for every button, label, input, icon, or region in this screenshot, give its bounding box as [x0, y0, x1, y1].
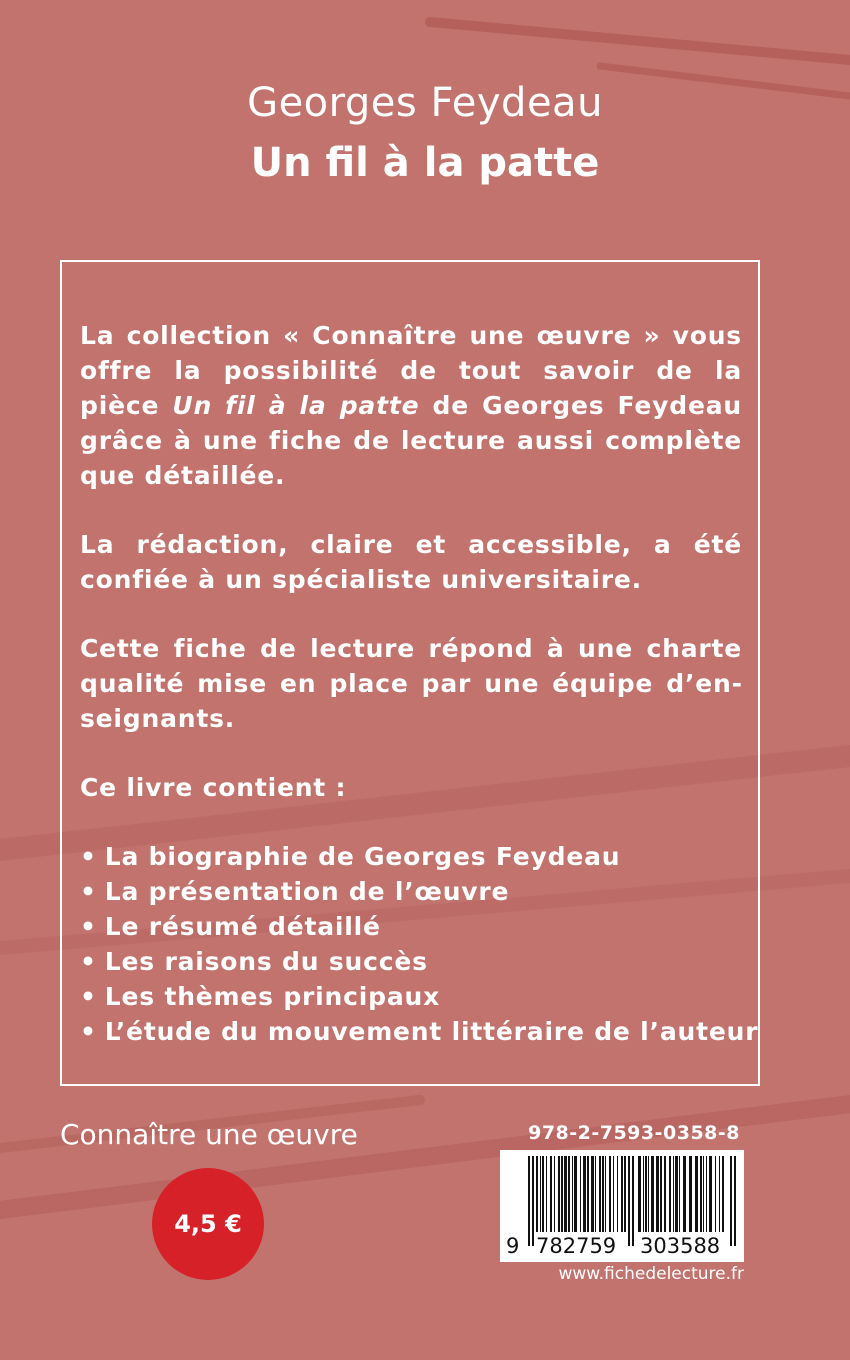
barcode-bar	[651, 1156, 654, 1232]
barcode-bar	[528, 1156, 530, 1246]
barcode-bar	[605, 1156, 606, 1232]
barcode-bar	[550, 1156, 552, 1232]
contents-list	[80, 839, 759, 1049]
barcode-bar	[669, 1156, 671, 1232]
barcode-bar	[645, 1156, 647, 1232]
barcode-bar	[709, 1156, 712, 1232]
barcode-bar	[660, 1156, 662, 1232]
barcode-bar	[621, 1156, 623, 1232]
summary-paragraph-writing: La rédaction, claire et accessible, a été confiée à un spécialiste universitaire.	[80, 530, 742, 594]
list-item	[80, 1014, 759, 1049]
barcode-bar	[624, 1156, 626, 1232]
barcode	[500, 1150, 744, 1262]
collection-name: Connaître une œuvre	[60, 1118, 358, 1151]
summary-text	[80, 318, 759, 1049]
barcode-bar	[719, 1156, 720, 1232]
barcode-digit-first: 9	[506, 1234, 520, 1258]
barcode-bar	[734, 1156, 736, 1246]
price-label: 4,5 €	[174, 1210, 242, 1238]
isbn-number: 978-2-7593-0358-8	[528, 1122, 740, 1144]
barcode-bar	[632, 1156, 634, 1246]
list-item	[80, 839, 742, 874]
book-title: Un fil à la patte	[250, 140, 600, 186]
summary-text-part: La collection « Connaître une œuvre » vous offre la possibilité de tout savoir de la pièce	[80, 321, 742, 420]
bullet-icon: •	[80, 1017, 97, 1046]
contents-heading: Ce livre contient :	[80, 773, 347, 802]
barcode-bar	[679, 1156, 680, 1232]
list-item-label: Le résumé détaillé	[104, 912, 381, 941]
barcode-bar	[722, 1156, 724, 1232]
barcode-bar	[554, 1156, 555, 1232]
list-item	[80, 909, 742, 944]
barcode-bar	[648, 1156, 649, 1232]
barcode-bar	[558, 1156, 560, 1232]
list-item	[80, 874, 742, 909]
barcode-digits	[500, 1234, 744, 1262]
barcode-bar	[656, 1156, 659, 1232]
barcode-digits-left: 782759	[536, 1234, 617, 1258]
barcode-bar	[580, 1156, 581, 1232]
barcode-bar	[695, 1156, 698, 1232]
bullet-icon: •	[80, 947, 97, 976]
barcode-bar	[643, 1156, 644, 1232]
barcode-bar	[628, 1156, 630, 1246]
barcode-bar	[574, 1156, 577, 1232]
barcode-bar	[587, 1156, 589, 1232]
barcode-bar	[706, 1156, 707, 1232]
barcode-bar	[532, 1156, 534, 1246]
barcode-bar	[700, 1156, 702, 1232]
list-item	[80, 979, 742, 1014]
barcode-bar	[572, 1156, 573, 1232]
barcode-bar	[583, 1156, 586, 1232]
barcode-bar	[536, 1156, 538, 1232]
barcode-bar	[730, 1156, 732, 1246]
summary-text-part: de Georges Feydeau grâce à une fiche de lecture aussi complète que détaillée.	[80, 391, 742, 490]
list-item-label: Les thèmes principaux	[104, 982, 441, 1011]
bullet-icon: •	[80, 912, 97, 941]
barcode-bar	[664, 1156, 666, 1232]
barcode-bar	[703, 1156, 704, 1232]
barcode-bar	[617, 1156, 618, 1232]
barcode-bar	[542, 1156, 544, 1232]
barcode-bar	[602, 1156, 604, 1232]
barcode-bar	[561, 1156, 563, 1232]
list-item-label: Les raisons du succès	[104, 947, 428, 976]
website-url: www.fichedelecture.fr	[558, 1264, 744, 1284]
barcode-bar	[540, 1156, 541, 1232]
summary-paragraph-collection	[80, 318, 742, 493]
barcode-bar	[675, 1156, 678, 1232]
bullet-icon: •	[80, 982, 97, 1011]
barcode-bar	[568, 1156, 570, 1232]
list-item-label: La présentation de l’œuvre	[104, 877, 510, 906]
list-item	[80, 944, 742, 979]
barcode-bar	[546, 1156, 547, 1232]
barcode-bar	[564, 1156, 567, 1232]
author-name: Georges Feydeau	[247, 80, 603, 126]
barcode-bar	[609, 1156, 611, 1232]
price-badge	[152, 1168, 264, 1280]
barcode-digits-right: 303588	[640, 1234, 721, 1258]
barcode-bar	[689, 1156, 692, 1232]
bullet-icon: •	[80, 842, 97, 871]
barcode-bar	[715, 1156, 716, 1232]
barcode-bar	[638, 1156, 641, 1232]
barcode-bar	[595, 1156, 596, 1232]
list-item-label: La biographie de Georges Feydeau	[104, 842, 621, 871]
barcode-bar	[591, 1156, 594, 1232]
barcode-bar	[673, 1156, 674, 1232]
barcode-bar	[613, 1156, 614, 1232]
summary-paragraph-quality: Cette fiche de lecture répond à une charte qualité mise en place par une équipe d’enseignants.	[80, 634, 742, 733]
list-item-label: L’étude du mouvement littéraire de l’auteur	[104, 1017, 759, 1046]
barcode-bar	[599, 1156, 601, 1232]
summary-italic-title: Un fil à la patte	[172, 391, 420, 420]
barcode-bar	[683, 1156, 686, 1232]
bullet-icon: •	[80, 877, 97, 906]
